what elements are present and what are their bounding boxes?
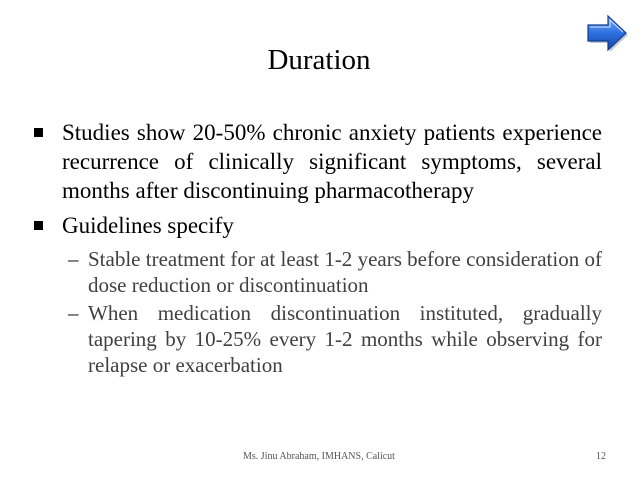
bullet-text: Guidelines specify <box>62 213 234 238</box>
square-bullet-icon <box>34 221 43 230</box>
dash-bullet: – <box>68 247 79 271</box>
sub-bullet-item <box>68 300 602 378</box>
slide-title: Duration <box>267 44 371 76</box>
slide-content <box>34 118 602 380</box>
sub-bullet-text: When medication discontinuation instituted, gradually tapering by 10-25% every 1-2 months while observing for relapse or exacerbation <box>88 301 602 377</box>
bullet-item <box>34 118 602 205</box>
sub-bullet-item <box>68 246 602 298</box>
slide-footer: Ms. Jinu Abraham, IMHANS, Calicut <box>243 451 395 462</box>
bullet-text: Studies show 20-50% chronic anxiety patients experience recurrence of clinically significant symptoms, several months after discontinuing pharmacotherapy <box>62 120 602 203</box>
dash-bullet: – <box>68 301 79 325</box>
page-number: 12 <box>596 451 606 462</box>
sub-bullet-text: Stable treatment for at least 1-2 years before consideration of dose reduction or discontinuation <box>88 247 602 297</box>
square-bullet-icon <box>34 128 43 137</box>
bullet-item <box>34 211 602 240</box>
